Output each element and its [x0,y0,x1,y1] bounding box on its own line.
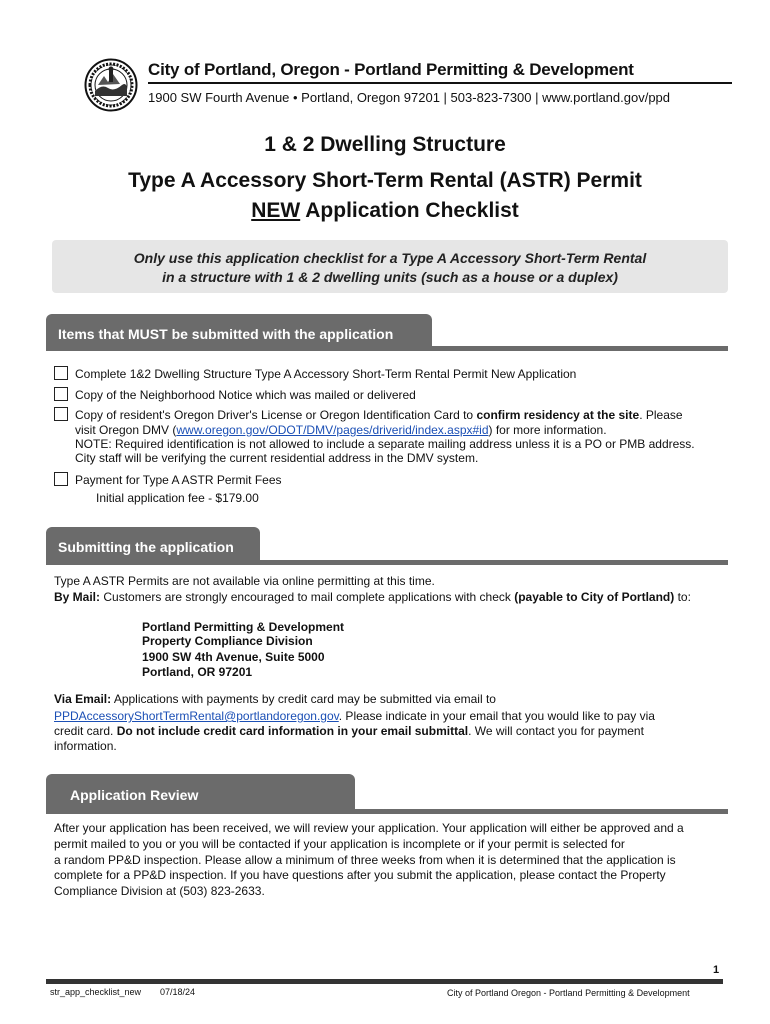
review-line-2: permit mailed to you or you will be contacted if your application is incomplete or if your permit is selected for [54,837,625,851]
notice-line-1: Only use this application checklist for a Type A Accessory Short-Term Rental [133,250,647,266]
title-line-3-rest: Application Checklist [300,199,519,222]
checkbox-neighborhood-notice[interactable] [54,387,68,401]
email-label: Via Email: [54,692,112,706]
mail-text: Customers are strongly encouraged to mail complete applications with check [100,590,515,604]
org-name: City of Portland, Oregon - Portland Permitting & Development [148,60,634,79]
initial-fee: Initial application fee - $179.00 [96,491,259,505]
checklist-item-id-line-1 [75,408,683,422]
title-line-2: Type A Accessory Short-Term Rental (ASTR) Permit [128,169,642,192]
mail-label: By Mail: [54,590,101,604]
city-seal-icon [84,58,138,112]
submission-email-link[interactable]: PPDAccessoryShortTermRental@portlandoregon.gov [54,709,339,723]
checklist-item-id-line-2 [75,423,607,437]
review-line-3: a random PP&D inspection. Please allow a minimum of three weeks from when it is determined that the application is [54,853,676,867]
checklist-item-id-note-2: City staff will be verifying the current residential address in the DMV system. [75,451,479,465]
checkbox-residency-id[interactable] [54,407,68,421]
id-text-e: ) for more information. [488,423,607,437]
id-text-d: visit Oregon DMV ( [75,423,177,437]
mail-end: to: [674,590,691,604]
review-line-5: Compliance Division at (503) 823-2633. [54,884,265,898]
header-divider [148,82,732,84]
checklist-item-id-note-1: NOTE: Required identification is not allowed to include a separate mailing address unless it is a PO or PMB address. [75,437,695,451]
footer-org: City of Portland Oregon - Portland Permitting & Development [447,988,690,998]
footer-doc-id: str_app_checklist_new [50,987,142,997]
id-text-a: Copy of resident's Oregon Driver's License or Oregon Identification Card to [75,408,477,422]
email-text-3: credit card. [54,724,117,738]
checkbox-complete-application[interactable] [54,366,68,380]
section-heading-review: Application Review [46,774,355,810]
checkbox-payment[interactable] [54,472,68,486]
mailing-address-line-2: Property Compliance Division [142,634,313,648]
email-text: Applications with payments by credit card may be submitted via email to [111,692,496,706]
footer-divider [46,979,723,984]
section-divider-review [46,809,728,814]
mail-instructions [54,590,691,604]
online-unavailable-text: Type A ASTR Permits are not available via online permitting at this time. [54,574,435,588]
mail-payable: (payable to City of Portland) [514,590,675,604]
email-text-4: . We will contact you for payment [468,724,644,738]
mailing-address-line-4: Portland, OR 97201 [142,665,253,679]
notice-line-2: in a structure with 1 & 2 dwelling units (such as a house or a duplex) [162,269,618,285]
letterhead [84,56,712,112]
email-text-2: . Please indicate in your email that you would like to pay via [338,709,655,723]
title-line-1: 1 & 2 Dwelling Structure [264,133,506,156]
section-divider-submitting [46,560,728,565]
mailing-address-line-1: Portland Permitting & Development [142,620,345,634]
title-line-3 [0,199,770,223]
review-line-1: After your application has been received, we will review your application. Your application will either be approved and a [54,821,684,835]
email-instructions-line-4: information. [54,739,117,753]
review-line-4: complete for a PP&D inspection. If you have questions after you submit the application, please contact the Property [54,868,666,882]
id-text-c: . Please [639,408,683,422]
id-text-bold: confirm residency at the site [476,408,640,422]
email-warning: Do not include credit card information in your email submittal [116,724,469,738]
section-heading-required-items: Items that MUST be submitted with the application [46,314,432,347]
usage-notice [52,240,728,293]
section-heading-submitting: Submitting the application [46,527,260,561]
checklist-item-application: Complete 1&2 Dwelling Structure Type A Accessory Short-Term Rental Permit New Application [75,367,577,381]
email-instructions-line-2 [54,709,655,723]
email-instructions-line-1 [54,692,496,706]
footer-date: 07/18/24 [160,987,196,997]
email-instructions-line-3 [54,724,644,738]
org-address: 1900 SW Fourth Avenue • Portland, Oregon 97201 | 503-823-7300 | www.portland.gov/ppd [148,90,671,105]
section-divider-required-items [46,346,728,351]
checklist-item-notice: Copy of the Neighborhood Notice which was mailed or delivered [75,388,416,402]
dmv-link[interactable]: www.oregon.gov/ODOT/DMV/pages/driverid/index.aspx#id [176,423,489,437]
page-number: 1 [713,964,720,976]
checklist-item-payment: Payment for Type A ASTR Permit Fees [75,473,282,487]
title-new-word: NEW [251,199,301,222]
mailing-address-line-3: 1900 SW 4th Avenue, Suite 5000 [142,650,325,664]
